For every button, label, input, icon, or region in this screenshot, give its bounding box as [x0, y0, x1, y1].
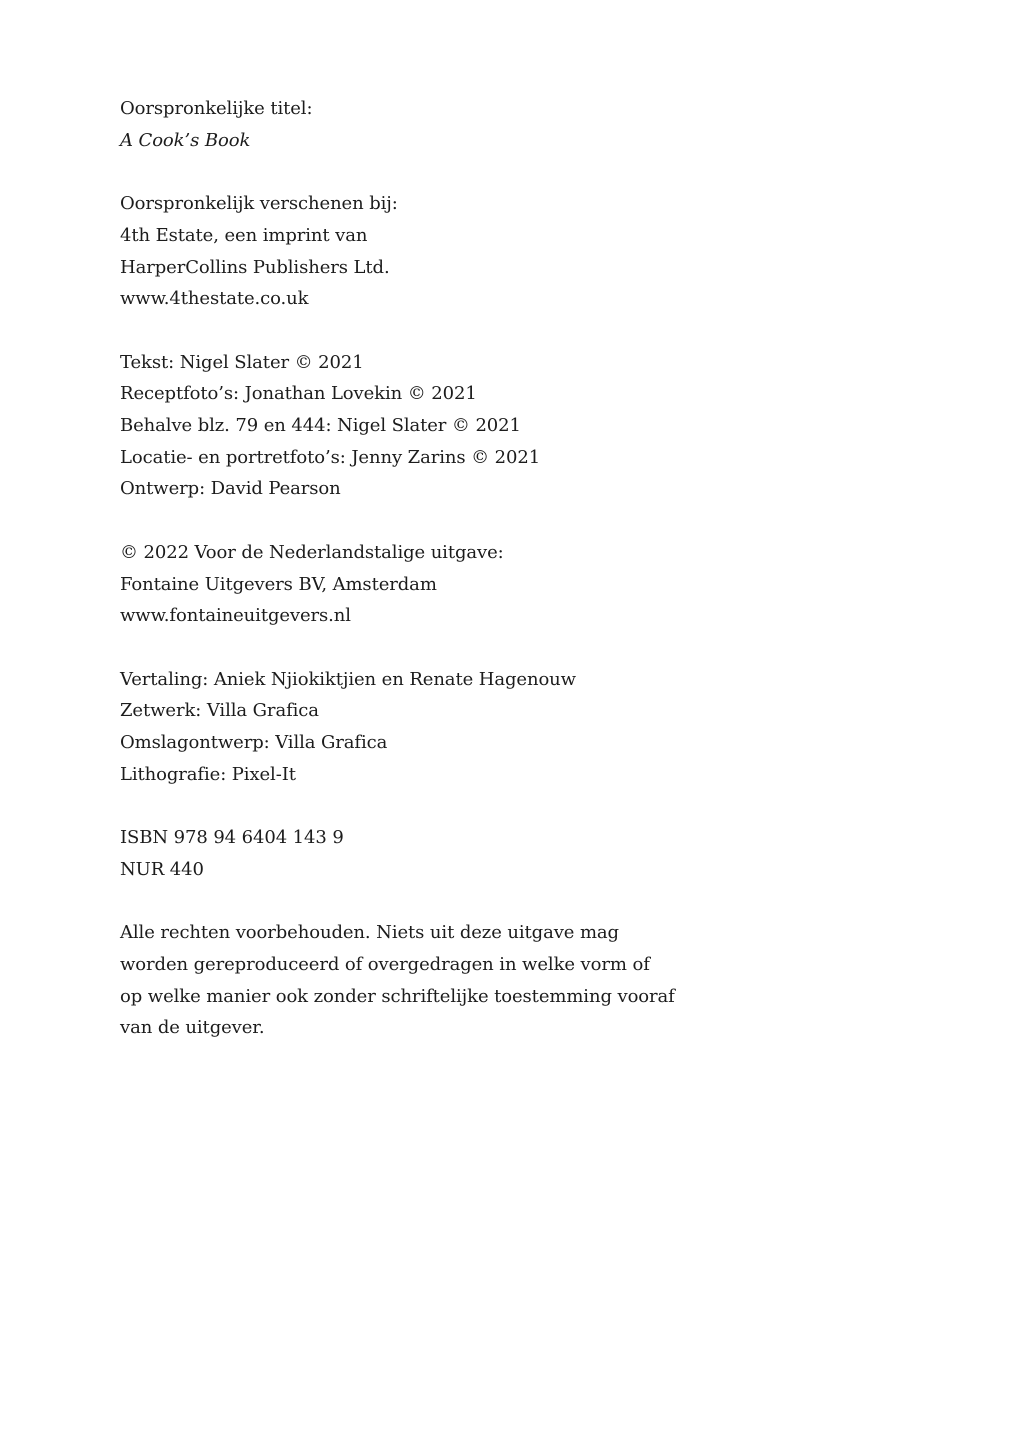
publisher-website: www.4thestate.co.uk: [120, 288, 309, 310]
rights-line: op welke manier ook zonder schriftelijke toestemming vooraf: [120, 985, 675, 1007]
credit-typesetting: Zetwerk: Villa Grafica: [120, 700, 319, 722]
credit-design: Ontwerp: David Pearson: [120, 478, 341, 500]
publisher-line: Oorspronkelijk verschenen bij:: [120, 193, 398, 215]
credit-location-photos: Locatie- en portretfoto’s: Jenny Zarins © 2021: [120, 446, 541, 468]
dutch-edition-block: [120, 537, 680, 632]
dutch-publisher-website: www.fontaineuitgevers.nl: [120, 605, 351, 627]
dutch-edition-copyright: © 2022 Voor de Nederlandstalige uitgave:: [120, 541, 504, 563]
original-title-label: Oorspronkelijke titel:: [120, 98, 313, 119]
isbn: ISBN 978 94 6404 143 9: [120, 827, 344, 849]
rights-block: [120, 917, 680, 1044]
credit-recipe-photos: Receptfoto’s: Jonathan Lovekin © 2021: [120, 383, 477, 405]
credit-cover-design: Omslagontwerp: Villa Grafica: [120, 732, 388, 753]
original-title: A Cook’s Book: [120, 129, 251, 151]
credit-lithography: Lithografie: Pixel-It: [120, 763, 296, 785]
rights-line: Alle rechten voorbehouden. Niets uit deze uitgave mag: [120, 922, 619, 944]
publisher-line: 4th Estate, een imprint van: [120, 224, 368, 246]
publisher-line: HarperCollins Publishers Ltd.: [120, 256, 390, 278]
colophon-text: [120, 93, 680, 1076]
original-publisher-block: [120, 188, 680, 315]
credit-translation: Vertaling: Aniek Njiokiktjien en Renate Hagenouw: [120, 668, 576, 690]
credit-text: Tekst: Nigel Slater © 2021: [120, 351, 364, 373]
codes-block: [120, 822, 680, 885]
production-block: [120, 664, 680, 791]
credit-exception-pages: Behalve blz. 79 en 444: Nigel Slater © 2021: [120, 415, 521, 436]
rights-line: worden gereproduceerd of overgedragen in welke vorm of: [120, 953, 650, 975]
rights-line: van de uitgever.: [120, 1017, 265, 1039]
original-title-block: [120, 93, 680, 156]
credits-block: [120, 347, 680, 506]
nur-code: NUR 440: [120, 858, 204, 880]
dutch-publisher: Fontaine Uitgevers BV, Amsterdam: [120, 573, 437, 595]
